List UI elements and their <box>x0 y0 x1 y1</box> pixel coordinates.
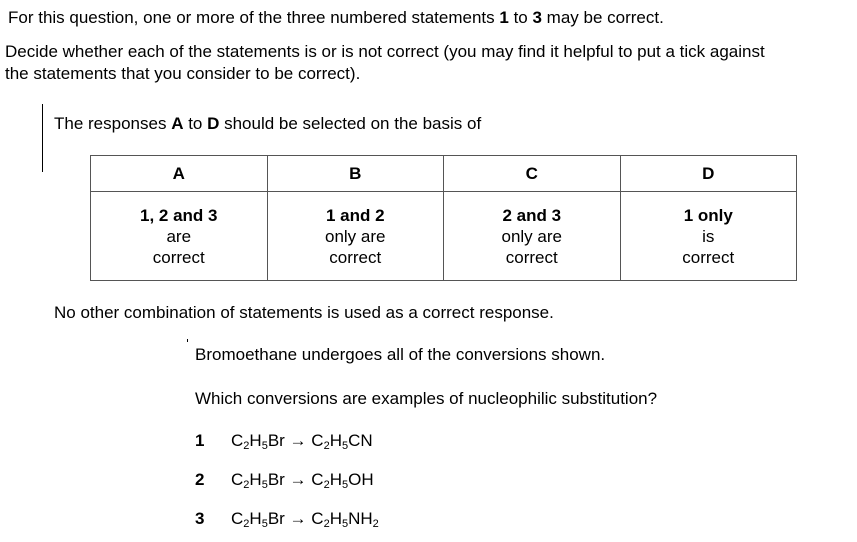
instruction-line-3: the statements that you consider to be correct). <box>5 64 361 83</box>
statement-3: 3 $C_2H_5Br \to C_2H_5NH_2$ <box>195 509 379 530</box>
statement-2: 2 $C_2H_5Br \to C_2H_5OH$ <box>195 470 374 491</box>
reactant-formula: $C_2H_5Br$ <box>231 509 285 530</box>
response-key-table <box>90 155 797 281</box>
header-b: B <box>267 156 444 192</box>
product-formula: $C_2H_5CN$ <box>311 431 373 452</box>
product-formula: $C_2H_5OH$ <box>311 470 374 491</box>
instruction-line-2: Decide whether each of the statements is or is not correct (you may find it helpful to put a tick against <box>5 42 765 61</box>
margin-mark <box>42 170 43 172</box>
header-a: A <box>91 156 268 192</box>
cell-a: 1, 2 and 3 are correct <box>91 192 268 281</box>
cell-b: 1 and 2 only are correct <box>267 192 444 281</box>
reactant-formula: $C_2H_5Br$ <box>231 470 285 491</box>
response-header-row <box>91 156 797 192</box>
margin-bar <box>42 104 43 170</box>
cell-d: 1 only is correct <box>620 192 797 281</box>
response-body-row <box>91 192 797 281</box>
reactant-formula: $C_2H_5Br$ <box>231 431 285 452</box>
product-formula: $C_2H_5NH_2$ <box>311 509 379 530</box>
question-ask: Which conversions are examples of nucleophilic substitution? <box>195 389 658 408</box>
header-d: D <box>620 156 797 192</box>
cell-c: 2 and 3 only are correct <box>444 192 621 281</box>
statement-1: 1 $C_2H_5Br \to C_2H_5CN$ <box>195 431 373 452</box>
combination-note: No other combination of statements is used as a correct response. <box>54 303 554 322</box>
header-c: C <box>444 156 621 192</box>
instruction-line-1: For this question, one or more of the three numbered statements 1 to 3 may be correct. <box>8 8 664 27</box>
responses-instruction: The responses A to D should be selected on the basis of <box>54 114 482 133</box>
question-stem: Bromoethane undergoes all of the conversions shown. <box>195 345 606 364</box>
question-mark <box>187 339 188 342</box>
